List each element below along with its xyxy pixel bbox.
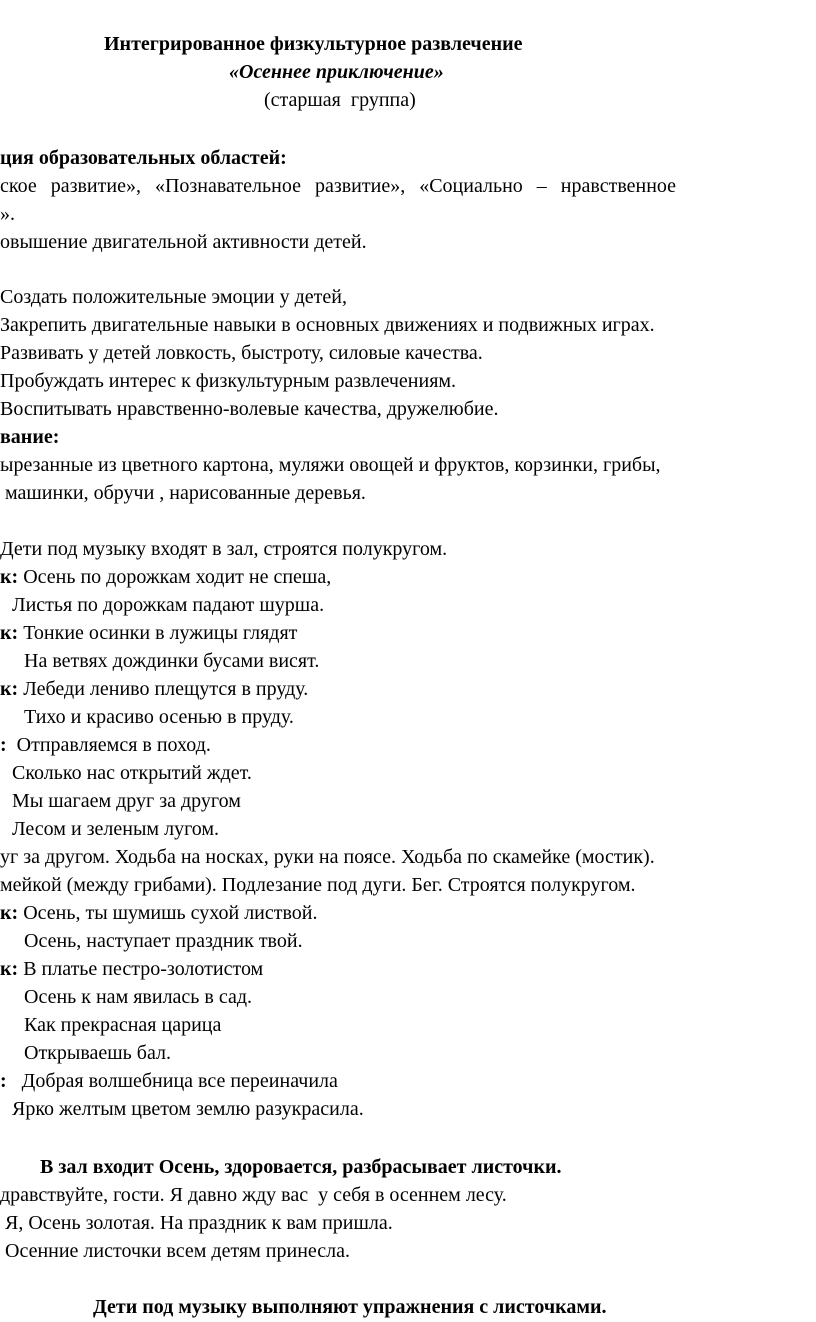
speaker-label: : xyxy=(0,1070,7,1092)
speaker-label: к: xyxy=(0,622,19,644)
equipment-line-1: ырезанные из цветного картона, муляжи овощей и фруктов, корзинки, грибы, xyxy=(0,454,661,476)
goal-line: овышение двигательной активности детей. xyxy=(0,231,367,253)
autumn-speech-line: Я, Осень золотая. На праздник к вам пришла. xyxy=(0,1212,393,1234)
doc-subtitle: «Осеннее приключение» xyxy=(229,61,444,83)
poem-line xyxy=(12,1097,364,1121)
poem-line xyxy=(24,649,319,673)
areas-line-2: ». xyxy=(0,203,15,225)
poem-text: Листья по дорожкам падают шурша. xyxy=(12,594,325,616)
poem-text: Осень по дорожкам ходит не спеша, xyxy=(18,566,332,588)
speaker-label: к: xyxy=(0,566,19,588)
speaker-label: : xyxy=(0,734,7,756)
speaker-label: к: xyxy=(0,958,19,980)
poem-line xyxy=(0,565,331,589)
poem-line xyxy=(0,901,318,925)
poem-text: Лесом и зеленым лугом. xyxy=(12,818,220,840)
poem-line xyxy=(0,1069,338,1093)
task-item: Воспитывать нравственно-волевые качества, дружелюбие. xyxy=(0,398,499,420)
poem-line xyxy=(24,985,252,1009)
speaker-label: к: xyxy=(0,902,19,924)
areas-heading: ция образовательных областей: xyxy=(0,147,287,169)
poem-text: Ярко желтым цветом землю разукрасила. xyxy=(12,1098,364,1120)
poem-text: Открываешь бал. xyxy=(24,1042,172,1064)
poem-text: Как прекрасная царица xyxy=(24,1014,222,1036)
poem-text: Мы шагаем друг за другом xyxy=(12,790,241,812)
task-item: Создать положительные эмоции у детей, xyxy=(0,286,348,308)
poem-line xyxy=(0,621,297,645)
enter-line: Дети под музыку входят в зал, строятся полукругом. xyxy=(0,538,448,560)
poem-text: Сколько нас открытий ждет. xyxy=(12,762,252,784)
poem-line xyxy=(0,733,211,757)
poem-text: Тонкие осинки в лужицы глядят xyxy=(18,622,298,644)
poem-line xyxy=(24,1013,221,1037)
exercises-line: Дети под музыку выполняют упражнения с листочками. xyxy=(93,1296,607,1318)
poem-line xyxy=(12,817,219,841)
poem-line xyxy=(12,593,324,617)
doc-group: (старшая группа) xyxy=(264,89,416,111)
poem-text: Осень, ты шумишь сухой листвой. xyxy=(18,902,318,924)
poem-text: Осень, наступает праздник твой. xyxy=(24,930,303,952)
poem-text: Тихо и красиво осенью в пруду. xyxy=(24,706,294,728)
poem-line xyxy=(12,761,252,785)
equipment-heading: вание: xyxy=(0,426,60,448)
poem-line xyxy=(0,677,308,701)
poem-text: Отправляемся в поход. xyxy=(6,734,211,756)
autumn-enters-line: В зал входит Осень, здоровается, разбрасывает листочки. xyxy=(40,1156,562,1178)
poem-line xyxy=(24,1041,171,1065)
poem-line xyxy=(12,789,241,813)
poem-line xyxy=(24,929,303,953)
autumn-speech-line: дравствуйте, гости. Я давно жду вас у себя в осеннем лесу. xyxy=(0,1184,507,1206)
walk-line-2: мейкой (между грибами). Подлезание под дуги. Бег. Строятся полукругом. xyxy=(0,874,636,896)
speaker-label: к: xyxy=(0,678,19,700)
areas-line-1: ское развитие», «Познавательное развитие», «Социально – нравственное xyxy=(0,175,677,197)
poem-text: Лебеди лениво плещутся в пруду. xyxy=(18,678,309,700)
equipment-line-2: машинки, обручи , нарисованные деревья. xyxy=(0,482,366,504)
autumn-speech-line: Осенние листочки всем детям принесла. xyxy=(0,1240,351,1262)
poem-line xyxy=(0,957,263,981)
poem-text: Осень к нам явилась в сад. xyxy=(24,986,253,1008)
task-item: Закрепить двигательные навыки в основных движениях и подвижных играх. xyxy=(0,314,655,336)
task-item: Развивать у детей ловкость, быстроту, силовые качества. xyxy=(0,342,483,364)
poem-text: На ветвях дождинки бусами висят. xyxy=(24,650,320,672)
walk-line-1: уг за другом. Ходьба на носках, руки на поясе. Ходьба по скамейке (мостик). xyxy=(0,846,655,868)
poem-text: В платье пестро-золотистом xyxy=(18,958,264,980)
poem-text: Добрая волшебница все переиначила xyxy=(6,1070,338,1092)
task-item: Пробуждать интерес к физкультурным развлечениям. xyxy=(0,370,457,392)
doc-title: Интегрированное физкультурное развлечение xyxy=(104,33,523,55)
poem-line xyxy=(24,705,294,729)
